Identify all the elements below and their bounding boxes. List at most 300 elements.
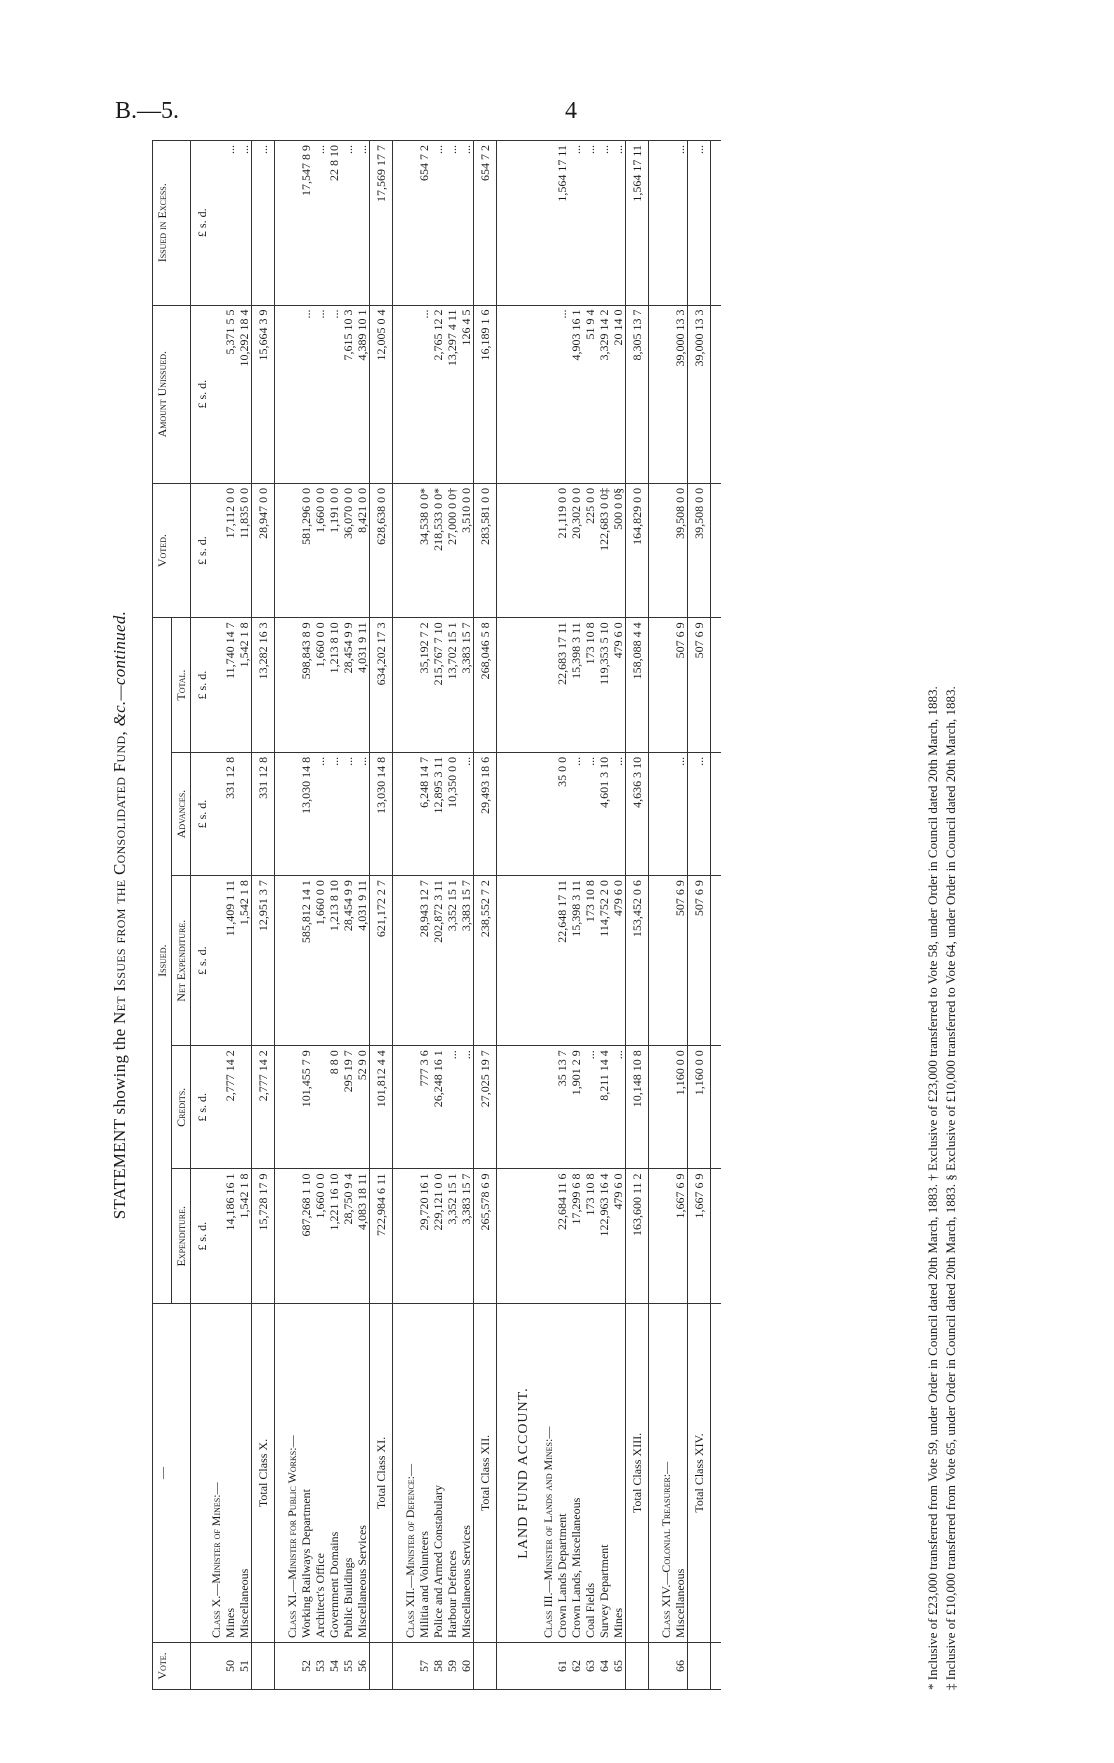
cell-voted xyxy=(541,483,555,618)
vote-number: 54 xyxy=(327,1643,341,1690)
cell-adv: 331 12 8 xyxy=(252,752,275,875)
cell-ex: ... xyxy=(313,141,327,306)
vote-number: 53 xyxy=(313,1643,327,1690)
cell-net: 621,172 2 7 xyxy=(370,876,393,1046)
page-number: 4 xyxy=(565,98,577,124)
cell-cr: 1,160 0 0 xyxy=(673,1046,688,1169)
cell-ex xyxy=(541,141,555,306)
cell-net: 173 10 8 xyxy=(583,876,597,1046)
section-row xyxy=(507,141,541,1690)
cell-voted: 3,510 0 0 xyxy=(459,483,474,618)
cell-tot: 28,454 9 9 xyxy=(341,618,355,753)
cell-ex: ... xyxy=(445,141,459,306)
cell-cr xyxy=(237,1046,252,1169)
table-row xyxy=(459,141,474,1690)
vote-number xyxy=(507,1643,541,1690)
cell-voted: 1,660 0 0 xyxy=(313,483,327,618)
cell-ex: ... xyxy=(597,141,611,306)
table-row xyxy=(611,141,626,1690)
table-row xyxy=(327,141,341,1690)
cell-net xyxy=(541,876,555,1046)
cell-ex: ... xyxy=(252,141,275,306)
cell-tot: 1,213 8 10 xyxy=(327,618,341,753)
class-row xyxy=(285,141,299,1690)
cell-cr xyxy=(313,1046,327,1169)
cell-tot: 215,767 7 10 xyxy=(431,618,445,753)
cell-cr: 101,812 4 4 xyxy=(370,1046,393,1169)
cell-ex: ... xyxy=(223,141,237,306)
cell-exp: 1,667 6 9 xyxy=(673,1169,688,1304)
title-prefix: STATEMENT showing the xyxy=(110,1023,129,1220)
cell-voted: 20,302 0 0 xyxy=(569,483,583,618)
cell-exp: 17,299 6 8 xyxy=(569,1169,583,1304)
cell-exp: 3,383 15 7 xyxy=(459,1169,474,1304)
cell-exp: 1,542 1 8 xyxy=(237,1169,252,1304)
cell-net: 507 6 9 xyxy=(688,876,711,1046)
cell-adv: ... xyxy=(673,752,688,875)
vote-number xyxy=(403,1643,417,1690)
cell-exp: 28,750 9 4 xyxy=(341,1169,355,1304)
cell-voted xyxy=(659,483,673,618)
cell-un: ... xyxy=(313,305,327,483)
total-row xyxy=(370,141,393,1690)
vote-number: 52 xyxy=(299,1643,313,1690)
cell-tot: 4,031 9 11 xyxy=(355,618,370,753)
unit-label: £ s. d. xyxy=(191,1046,210,1169)
row-description: Miscellaneous xyxy=(673,1304,688,1643)
cell-net: 3,352 15 1 xyxy=(445,876,459,1046)
table-row xyxy=(597,141,611,1690)
row-description: Miscellaneous Services xyxy=(355,1304,370,1643)
cell-voted: 21,119 0 0 xyxy=(555,483,569,618)
cell-cr: 8 8 0 xyxy=(327,1046,341,1169)
row-description: Working Railways Department xyxy=(299,1304,313,1643)
cell-tot xyxy=(403,618,417,753)
row-description: Public Buildings xyxy=(341,1304,355,1643)
cell-net xyxy=(507,876,541,1046)
cell-adv: 29,493 18 6 xyxy=(474,752,497,875)
total-row xyxy=(252,141,275,1690)
cell-ex: 22 8 10 xyxy=(327,141,341,306)
spacer-row xyxy=(275,141,286,1690)
cell-cr: ... xyxy=(583,1046,597,1169)
row-description: Crown Lands, Miscellaneous xyxy=(569,1304,583,1643)
cell-voted: 39,508 0 0 xyxy=(673,483,688,618)
cell-un: ... xyxy=(417,305,431,483)
cell-tot: 22,683 17 11 xyxy=(555,618,569,753)
cell-cr: 26,248 16 1 xyxy=(431,1046,445,1169)
cell-ex: 1,564 17 11 xyxy=(626,141,649,306)
cell-net: 153,452 0 6 xyxy=(626,876,649,1046)
cell-adv xyxy=(237,752,252,875)
table-row xyxy=(341,141,355,1690)
cell-voted: 122,683 0 0‡ xyxy=(597,483,611,618)
row-description: Coal Fields xyxy=(583,1304,597,1643)
cell-voted: 11,835 0 0 xyxy=(237,483,252,618)
cell-ex: ... xyxy=(459,141,474,306)
vote-number: 57 xyxy=(417,1643,431,1690)
cell-tot xyxy=(541,618,555,753)
cell-ex xyxy=(659,141,673,306)
unit-label: £ s. d. xyxy=(191,141,210,306)
vote-number: 50 xyxy=(223,1643,237,1690)
row-description: Harbour Defences xyxy=(445,1304,459,1643)
cell-exp xyxy=(403,1169,417,1304)
cell-net: 15,398 3 11 xyxy=(569,876,583,1046)
statement-table xyxy=(152,140,721,1690)
cell-cr: ... xyxy=(611,1046,626,1169)
cell-net: 22,648 17 11 xyxy=(555,876,569,1046)
cell-cr: 8,211 14 4 xyxy=(597,1046,611,1169)
cell-exp xyxy=(659,1169,673,1304)
unit-label: £ s. d. xyxy=(191,1169,210,1304)
row-description: Militia and Volunteers xyxy=(417,1304,431,1643)
table-row xyxy=(431,141,445,1690)
cell-net: 114,752 2 0 xyxy=(597,876,611,1046)
cell-exp: 122,963 16 4 xyxy=(597,1169,611,1304)
unit-row xyxy=(191,141,210,1690)
cell-cr xyxy=(403,1046,417,1169)
cell-ex: ... xyxy=(355,141,370,306)
cell-cr: 10,148 10 8 xyxy=(626,1046,649,1169)
cell-ex: 654 7 2 xyxy=(417,141,431,306)
col-unissued: Amount Unissued. xyxy=(153,305,191,483)
cell-ex: 654 7 2 xyxy=(474,141,497,306)
cell-voted: 1,191 0 0 xyxy=(327,483,341,618)
cell-ex xyxy=(403,141,417,306)
cell-cr: 295 19 7 xyxy=(341,1046,355,1169)
cell-exp: 15,728 17 9 xyxy=(252,1169,275,1304)
cell-exp: 163,600 11 2 xyxy=(626,1169,649,1304)
cell-ex: 17,569 17 7 xyxy=(370,141,393,306)
cell-net: 585,812 14 1 xyxy=(299,876,313,1046)
cell-adv xyxy=(285,752,299,875)
vote-number xyxy=(370,1643,393,1690)
cell-voted: 8,421 0 0 xyxy=(355,483,370,618)
cell-un: 10,292 18 4 xyxy=(237,305,252,483)
row-description: Class X.—Minister of Mines:— xyxy=(209,1304,223,1643)
cell-cr xyxy=(209,1046,223,1169)
cell-adv: ... xyxy=(327,752,341,875)
vote-number: 65 xyxy=(611,1643,626,1690)
row-description: Total Class XI. xyxy=(370,1304,393,1643)
cell-exp: 479 6 0 xyxy=(611,1169,626,1304)
cell-net: 28,943 12 7 xyxy=(417,876,431,1046)
cell-adv xyxy=(507,752,541,875)
unit-label: £ s. d. xyxy=(191,752,210,875)
cell-ex: ... xyxy=(569,141,583,306)
spacer-row xyxy=(393,141,404,1690)
row-description: Total Class XIV. xyxy=(688,1304,711,1643)
table-row xyxy=(299,141,313,1690)
row-description: Class XII.—Minister of Defence:— xyxy=(403,1304,417,1643)
cell-net xyxy=(659,876,673,1046)
spacer-row xyxy=(649,141,660,1690)
cell-adv: ... xyxy=(341,752,355,875)
cell-adv xyxy=(541,752,555,875)
col-credits: Credits. xyxy=(172,1046,191,1169)
cell-exp: 173 10 8 xyxy=(583,1169,597,1304)
cell-voted: 28,947 0 0 xyxy=(252,483,275,618)
cell-tot: 119,353 5 10 xyxy=(597,618,611,753)
cell-tot: 158,088 4 4 xyxy=(626,618,649,753)
vote-number xyxy=(541,1643,555,1690)
cell-tot: 15,398 3 11 xyxy=(569,618,583,753)
cell-voted xyxy=(507,483,541,618)
cell-un: 7,615 10 3 xyxy=(341,305,355,483)
cell-voted: 581,296 0 0 xyxy=(299,483,313,618)
table-row xyxy=(673,141,688,1690)
cell-adv xyxy=(659,752,673,875)
vote-number xyxy=(626,1643,649,1690)
cell-ex xyxy=(285,141,299,306)
col-advances: Advances. xyxy=(172,752,191,875)
cell-adv: 35 0 0 xyxy=(555,752,569,875)
cell-voted: 164,829 0 0 xyxy=(626,483,649,618)
cell-un: 5,371 5 5 xyxy=(223,305,237,483)
col-total: Total. xyxy=(172,618,191,753)
cell-ex: 17,547 8 9 xyxy=(299,141,313,306)
row-description: Class III.—Minister of Lands and Mines:— xyxy=(541,1304,555,1643)
cell-un xyxy=(541,305,555,483)
row-description: Architect's Office xyxy=(313,1304,327,1643)
vote-number: 51 xyxy=(237,1643,252,1690)
cell-exp xyxy=(541,1169,555,1304)
unit-label: £ s. d. xyxy=(191,483,210,618)
cell-ex: ... xyxy=(431,141,445,306)
cell-tot: 173 10 8 xyxy=(583,618,597,753)
cell-voted: 500 0 0§ xyxy=(611,483,626,618)
cell-un: 8,305 13 7 xyxy=(626,305,649,483)
footnote-1: * Inclusive of £23,000 transferred from Vote 59, under Order in Council dated 20th March, 1883. † Exclusive of £23,000 transferred to Vote 58, under Order in Council dated 20th March, 1883. xyxy=(925,686,940,1690)
cell-tot: 1,542 1 8 xyxy=(237,618,252,753)
cell-exp: 1,667 6 9 xyxy=(688,1169,711,1304)
cell-net xyxy=(209,876,223,1046)
vote-number: 55 xyxy=(341,1643,355,1690)
cell-un: 12,005 0 4 xyxy=(370,305,393,483)
cell-tot xyxy=(209,618,223,753)
cell-exp: 265,578 6 9 xyxy=(474,1169,497,1304)
cell-adv: ... xyxy=(313,752,327,875)
cell-tot: 13,282 16 3 xyxy=(252,618,275,753)
cell-exp: 229,121 0 0 xyxy=(431,1169,445,1304)
cell-cr: 777 3 6 xyxy=(417,1046,431,1169)
cell-tot: 507 6 9 xyxy=(688,618,711,753)
vote-number: 62 xyxy=(569,1643,583,1690)
vote-number: 60 xyxy=(459,1643,474,1690)
cell-un: 16,189 1 6 xyxy=(474,305,497,483)
cell-net: 1,213 8 10 xyxy=(327,876,341,1046)
cell-adv: 10,350 0 0 xyxy=(445,752,459,875)
cell-net: 479 6 0 xyxy=(611,876,626,1046)
cell-voted: 283,581 0 0 xyxy=(474,483,497,618)
cell-un: 15,664 3 9 xyxy=(252,305,275,483)
cell-adv: 331 12 8 xyxy=(223,752,237,875)
cell-net: 3,383 15 7 xyxy=(459,876,474,1046)
cell-cr: 2,777 14 2 xyxy=(223,1046,237,1169)
cell-net: 12,951 3 7 xyxy=(252,876,275,1046)
cell-exp: 3,352 15 1 xyxy=(445,1169,459,1304)
table-row xyxy=(313,141,327,1690)
table-body xyxy=(191,141,722,1690)
cell-cr: 27,025 19 7 xyxy=(474,1046,497,1169)
row-description: Total Class XIII. xyxy=(626,1304,649,1643)
col-vote: Vote. xyxy=(153,1643,191,1690)
cell-net: 4,031 9 11 xyxy=(355,876,370,1046)
row-description: Miscellaneous xyxy=(237,1304,252,1643)
cell-cr: 101,455 7 9 xyxy=(299,1046,313,1169)
cell-un: 4,903 16 1 xyxy=(569,305,583,483)
row-description: Miscellaneous Services xyxy=(459,1304,474,1643)
unit-label: £ s. d. xyxy=(191,876,210,1046)
cell-voted xyxy=(209,483,223,618)
col-voted: Voted. xyxy=(153,483,191,618)
vote-number: 59 xyxy=(445,1643,459,1690)
cell-exp: 29,720 16 1 xyxy=(417,1169,431,1304)
row-description: Government Domains xyxy=(327,1304,341,1643)
cell-tot: 268,046 5 8 xyxy=(474,618,497,753)
vote-number xyxy=(252,1643,275,1690)
cell-voted xyxy=(403,483,417,618)
footnote-2: ‡ Inclusive of £10,000 transferred from Vote 65, under Order in Council dated 20th March, 1883. § Exclusive of £10,000 transferred to Vote 64, under Order in Council dated 20th March, 1883. xyxy=(943,686,958,1690)
cell-adv: 12,895 3 11 xyxy=(431,752,445,875)
cell-cr: ... xyxy=(459,1046,474,1169)
cell-cr: ... xyxy=(445,1046,459,1169)
row-description: Mines xyxy=(611,1304,626,1643)
cell-exp xyxy=(285,1169,299,1304)
col-expenditure: Expenditure. xyxy=(172,1169,191,1304)
cell-voted: 39,508 0 0 xyxy=(688,483,711,618)
col-service: — xyxy=(153,1304,191,1643)
cell-exp: 722,984 6 11 xyxy=(370,1169,393,1304)
table-row xyxy=(417,141,431,1690)
cell-ex: ... xyxy=(341,141,355,306)
cell-tot: 3,383 15 7 xyxy=(459,618,474,753)
cell-net: 1,660 0 0 xyxy=(313,876,327,1046)
cell-ex: ... xyxy=(688,141,711,306)
cell-adv xyxy=(403,752,417,875)
cell-adv: 13,030 14 8 xyxy=(299,752,313,875)
class-row xyxy=(209,141,223,1690)
table-row xyxy=(555,141,569,1690)
cell-un: 13,297 4 11 xyxy=(445,305,459,483)
cell-tot: 507 6 9 xyxy=(673,618,688,753)
cell-un: 126 4 5 xyxy=(459,305,474,483)
cell-adv: 6,248 14 7 xyxy=(417,752,431,875)
cell-exp: 1,660 0 0 xyxy=(313,1169,327,1304)
cell-cr xyxy=(659,1046,673,1169)
cell-adv xyxy=(209,752,223,875)
cell-ex xyxy=(507,141,541,306)
vote-number: 58 xyxy=(431,1643,445,1690)
table-row xyxy=(569,141,583,1690)
cell-exp xyxy=(209,1169,223,1304)
cell-voted: 218,533 0 0* xyxy=(431,483,445,618)
cell-cr: 2,777 14 2 xyxy=(252,1046,275,1169)
cell-ex: ... xyxy=(237,141,252,306)
cell-tot: 35,192 7 2 xyxy=(417,618,431,753)
cell-un xyxy=(209,305,223,483)
cell-tot: 11,740 14 7 xyxy=(223,618,237,753)
row-description: Total Class XII. xyxy=(474,1304,497,1643)
cell-exp: 14,186 16 1 xyxy=(223,1169,237,1304)
cell-adv: 4,636 3 10 xyxy=(626,752,649,875)
cell-un: 20 14 0 xyxy=(611,305,626,483)
row-description: Class XI.—Minister for Public Works:— xyxy=(285,1304,299,1643)
cell-ex: 1,564 17 11 xyxy=(555,141,569,306)
row-description: Survey Department xyxy=(597,1304,611,1643)
cell-adv: ... xyxy=(583,752,597,875)
spacer-row xyxy=(711,141,722,1690)
vote-number: 64 xyxy=(597,1643,611,1690)
unit-label: £ s. d. xyxy=(191,618,210,753)
rotated-statement xyxy=(110,140,980,1690)
page-reference: B.—5. xyxy=(115,98,180,124)
cell-adv: ... xyxy=(355,752,370,875)
cell-un: ... xyxy=(555,305,569,483)
cell-un: 39,000 13 3 xyxy=(673,305,688,483)
table-row xyxy=(237,141,252,1690)
cell-un: 2,765 12 2 xyxy=(431,305,445,483)
cell-net xyxy=(403,876,417,1046)
cell-ex xyxy=(209,141,223,306)
cell-tot xyxy=(507,618,541,753)
cell-un: 3,329 14 2 xyxy=(597,305,611,483)
row-description: Class XIV.—Colonial Treasurer:— xyxy=(659,1304,673,1643)
cell-net: 1,542 1 8 xyxy=(237,876,252,1046)
class-row xyxy=(541,141,555,1690)
cell-voted: 34,538 0 0* xyxy=(417,483,431,618)
cell-net: 202,872 3 11 xyxy=(431,876,445,1046)
cell-adv: 13,030 14 8 xyxy=(370,752,393,875)
total-row xyxy=(474,141,497,1690)
cell-adv: 4,601 3 10 xyxy=(597,752,611,875)
cell-cr: 52 9 0 xyxy=(355,1046,370,1169)
cell-cr: 1,160 0 0 xyxy=(688,1046,711,1169)
vote-number xyxy=(688,1643,711,1690)
cell-tot: 479 6 0 xyxy=(611,618,626,753)
vote-number: 61 xyxy=(555,1643,569,1690)
class-row xyxy=(403,141,417,1690)
vote-number: 66 xyxy=(673,1643,688,1690)
cell-un xyxy=(403,305,417,483)
cell-cr xyxy=(541,1046,555,1169)
cell-voted: 36,070 0 0 xyxy=(341,483,355,618)
cell-voted: 27,000 0 0† xyxy=(445,483,459,618)
vote-number xyxy=(659,1643,673,1690)
cell-adv: ... xyxy=(459,752,474,875)
cell-un: 39,000 13 3 xyxy=(688,305,711,483)
vote-number: 63 xyxy=(583,1643,597,1690)
cell-net: 28,454 9 9 xyxy=(341,876,355,1046)
cell-tot: 13,702 15 1 xyxy=(445,618,459,753)
cell-net: 238,552 7 2 xyxy=(474,876,497,1046)
cell-tot xyxy=(285,618,299,753)
cell-adv: ... xyxy=(569,752,583,875)
class-row xyxy=(659,141,673,1690)
cell-voted: 225 0 0 xyxy=(583,483,597,618)
cell-exp: 22,684 11 6 xyxy=(555,1169,569,1304)
table-row xyxy=(583,141,597,1690)
cell-un: 51 9 4 xyxy=(583,305,597,483)
cell-ex: ... xyxy=(611,141,626,306)
vote-number: 56 xyxy=(355,1643,370,1690)
unit-label: £ s. d. xyxy=(191,305,210,483)
row-description: Police and Armed Constabulary xyxy=(431,1304,445,1643)
table-row xyxy=(355,141,370,1690)
cell-un xyxy=(285,305,299,483)
cell-un: ... xyxy=(299,305,313,483)
